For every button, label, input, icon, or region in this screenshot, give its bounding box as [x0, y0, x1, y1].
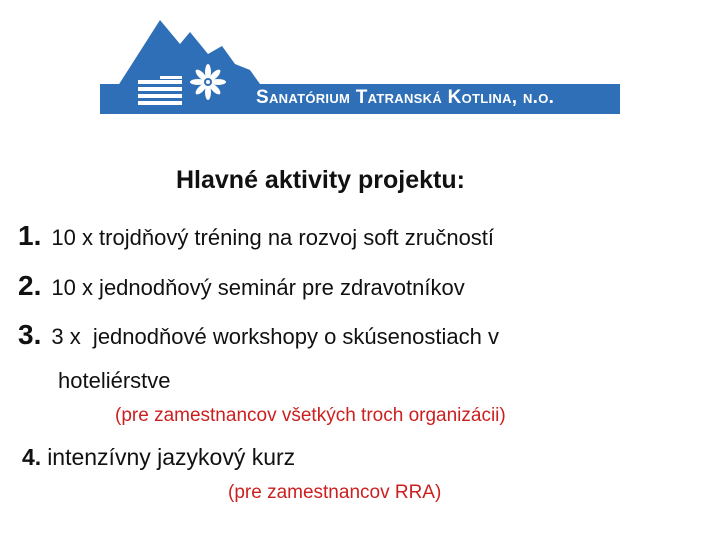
list-item [22, 444, 295, 471]
list-text-continuation: hoteliérstve [58, 368, 171, 393]
logo [100, 14, 620, 130]
list-text: 3 x jednodňové workshopy o skúsenostiach v [51, 324, 499, 349]
list-item [18, 319, 499, 351]
page-title: Hlavné aktivity projektu: [176, 166, 465, 194]
list-note: (pre zamestnancov všetkých troch organizácii) [115, 405, 506, 426]
list-item [18, 220, 494, 252]
list-number: 3. [18, 319, 42, 350]
list-number: 4. [22, 444, 42, 470]
list-number: 2. [18, 270, 42, 301]
list-text: intenzívny jazykový kurz [47, 444, 296, 470]
list-item [18, 270, 465, 302]
logo-graphic [100, 14, 620, 130]
list-text: 10 x trojdňový tréning na rozvoj soft zručností [51, 225, 495, 250]
list-number: 1. [18, 220, 42, 251]
list-text: 10 x jednodňový seminár pre zdravotníkov [51, 275, 465, 300]
list-note: (pre zamestnancov RRA) [228, 482, 442, 503]
logo-text: Sanatórium Tatranská Kotlina, n.o. [256, 87, 555, 108]
